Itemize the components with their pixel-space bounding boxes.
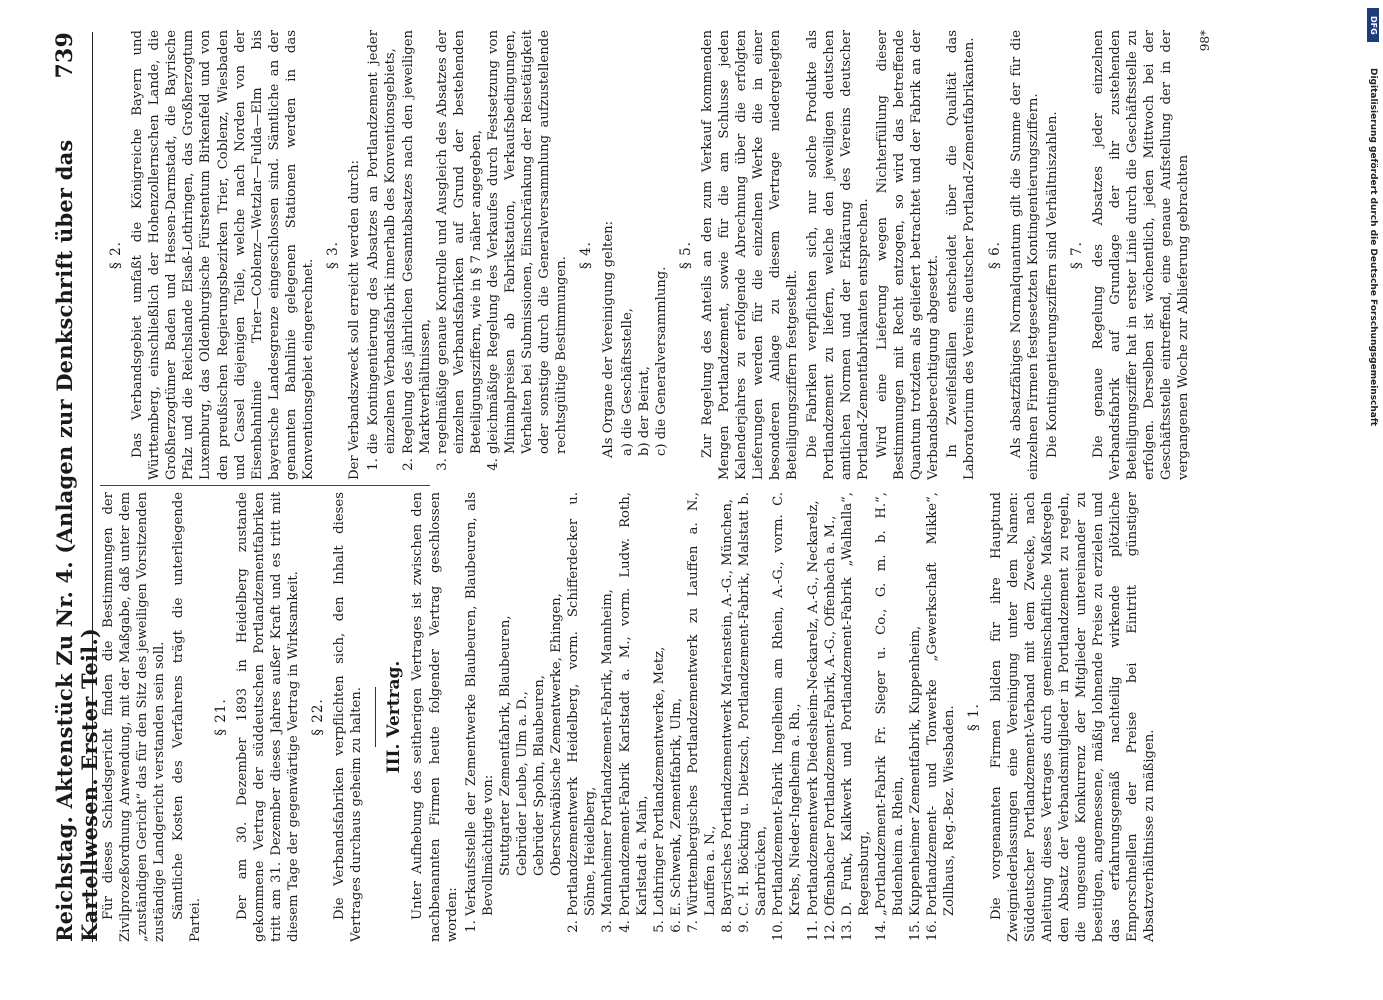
paragraph: Wird eine Lieferung wegen Nichterfüllung dieser Bestimmungen mit Recht entzogen, so wird das betreffende Quantum trotzdem als geliefert betrachtet und der Fabrik an der Verbandsberechtigung abgesetzt.: [874, 30, 942, 480]
list-item: 10. Portlandzement-Fabrik Ingelheim am Rhein, A.-G., vorm. C. Krebs, Nieder-Ingelheim a. Rh.,: [770, 492, 804, 916]
paragraph-sign: § 1.: [966, 703, 983, 731]
list-item: 4. gleichmäßige Regelung des Verkaufes durch Festsetzung von Minimalpreisen ab Fabrikstation, Verkaufsbedingungen, Verhalten bei Submissionen, Einschränkung der Reisetätigkeit oder sonstige durch die Generalversammlung aufzustellende rechtsgültige Bestimmungen.: [485, 30, 570, 454]
list-item: 1. Verkaufsstelle der Zementwerke Blaubeuren, Blaubeuren, als Bevollmächtigte von: Stuttgarter Zementfabrik, Blaubeuren, Gebrüder Leube, Ulm a. D., Gebrüder Spohn, Blaubeuren, Oberschwäbische Zementwerke, Ehingen,: [463, 492, 566, 916]
signature-mark: 98*: [1197, 30, 1212, 52]
paragraph-sign: § 21.: [212, 698, 229, 736]
paragraph-sign: § 2.: [108, 241, 124, 269]
dfg-logo: DFG: [1367, 8, 1379, 42]
paragraph: Die genaue Regelung des Absatzes jeder einzelnen Verbandsfabrik auf Grundlage der ihr zustehenden Beteiligungsziffer hat in erster Linie durch die Geschäftsstelle zu erfolgen. Derselben ist wöchentlich, jeden Mittwoch bei der Geschäftsstelle eintreffend, eine genaue Aufstellung der in der vergangenen Woche zur Ablieferung gebrachten: [1090, 30, 1192, 480]
list-item: 2. Portlandzementwerk Heidelberg, vorm. Schifferdecker u. Söhne, Heidelberg,: [565, 492, 599, 916]
list-item: 8. Bayrisches Portlandzementwerk Marienstein, A.-G., München,: [719, 492, 736, 916]
paragraph: Der Verbandszweck soll erreicht werden durch:: [347, 160, 363, 480]
list-item: 5. Lothringer Portlandzementwerke, Metz,: [651, 492, 668, 916]
paragraph: Zur Regelung des Anteils an den zum Verkauf kommenden Mengen Portlandzement, sowie für die am Schlusse jeden Kalenderjahres zu erfolgende Abrechnung über die erfolgten Lieferungen werden für die einzelnen Werke die in einer besonderen Anlage zu diesem Vertrage niedergelegten Beteiligungsziffern festgestellt.: [700, 30, 801, 480]
member-list: [463, 492, 959, 942]
list-item: 1. die Kontingentierung des Absatzes an Portlandzement jeder einzelnen Verbandsfabrik innerhalb des Konventionsgebiets,: [365, 30, 399, 454]
list-item: 4. Portlandzement-Fabrik Karlstadt a. M., vorm. Ludw. Roth, Karlstadt a. Main,: [617, 492, 651, 916]
paragraph: Die Verbandsfabriken verpflichten sich, den Inhalt dieses Vertrages durchaus geheim zu halten.: [332, 492, 365, 942]
list-item: 3. regelmäßige genaue Kontrolle und Ausgleich des Absatzes der einzelnen Verbandsfabriken auf Grund der bestehenden Beteiligungsziffern, wie in § 7 näher angegeben,: [434, 30, 485, 454]
separator-rule: [375, 687, 376, 747]
running-title: Reichstag. Aktenstück Zu Nr. 4. (Anlagen zur Denkschrift über das Kartellwesen. Erster Teil.): [52, 139, 102, 942]
paragraph: Das Verbandsgebiet umfaßt die Königreiche Bayern und Württemberg, einschließlich der Hohenzollernschen Lande, die Großherzogtümer Baden und Hessen-Darmstadt, die Bayrische Pfalz und die Reichslande Elsaß-Lothringen, das Großherzogtum Luxemburg, das Oldenburgische Fürstentum Birkenfeld und von den preußischen Regierungsbezirken Trier, Coblenz, Wiesbaden und Cassel diejenigen Teile, welche nach Norden von der Eisenbahnlinie Trier—Coblenz—Wetzlar—Fulda—Elm bis bayerische Landesgrenze eingeschlossen sind. Sämtliche an der genannten Bahnlinie gelegenen Stationen werden in das Konventionsgebiet eingerechnet.: [130, 30, 317, 480]
page-header: [52, 32, 102, 942]
column-divider: [100, 485, 430, 486]
list-item: Gebrüder Leube, Ulm a. D.,: [514, 691, 530, 876]
paragraph: Der am 30. Dezember 1893 in Heidelberg zustande gekommene Vertrag der süddeutschen Portlandzementfabriken tritt am 31. Dezember dieses Jahres außer Kraft und es tritt mit diesem Tage der gegenwärtige Vertrag in Wirksamkeit.: [234, 492, 301, 942]
aims-list: [365, 30, 570, 480]
organs-list: [619, 30, 670, 480]
list-item: 7. Württembergisches Portlandzementwerk zu Lauffen a. N., Lauffen a. N.,: [685, 492, 719, 916]
right-column: [100, 30, 1300, 480]
list-item: 12. Offenbacher Portlandzement-Fabrik, A.-G., Offenbach a. M.,: [822, 492, 839, 916]
credit-text: Digitalisierung gefördert durch die Deutsche Forschungsgemeinschaft: [1368, 68, 1378, 427]
paragraph-sign: § 22.: [310, 698, 327, 736]
digitization-credit: [1366, 8, 1380, 988]
list-item: 3. Mannheimer Portlandzement-Fabrik, Mannheim,: [599, 492, 616, 916]
list-item: 9. C. H. Böcking u. Dietzsch, Portlandzement-Fabrik, Malstatt b. Saarbrücken,: [736, 492, 770, 916]
paragraph: In Zweifelsfällen entscheidet über die Qualität das Laboratorium des Vereins deutscher Portland-Zementfabrikanten.: [945, 30, 978, 480]
paragraph: Die vorgenannten Firmen bilden für ihre Hauptund Zweigniederlassungen eine Vereinigung unter dem Namen: Süddeutscher Portlandzement-Verband mit dem Zwecke, nach Anleitung dieses Vertrages durch gemeinschaftliche Maßregeln den Absatz der Verbandsmitglieder in Portlandzement zu regeln, die ungesunde Konkurrenz der Mitglieder untereinander zu beseitigen, angemessene, mäßig lohnende Preise zu erzielen und das erfahrungsgemäß nachteilig wirkende plötzliche Emporschnellen der Preise bei Eintritt günstiger Absatzverhältnisse zu mäßigen.: [988, 492, 1158, 942]
sub-member-list: [497, 492, 565, 916]
section-title: III. Vertrag.: [384, 660, 405, 774]
page-number: 739: [52, 32, 78, 79]
paragraph-sign: § 7.: [1068, 241, 1085, 269]
list-item: Stuttgarter Zementfabrik, Blaubeuren,: [497, 615, 513, 876]
list-item: 6. E. Schwenk, Zementfabrik, Ulm,: [668, 492, 685, 916]
left-column: [100, 492, 1300, 942]
list-item: Gebrüder Spohn, Blaubeuren,: [532, 675, 548, 876]
paragraph-sign: § 6.: [986, 241, 1003, 269]
paragraph: Für dieses Schiedsgericht finden die Bestimmungen der Zivilprozeßordnung Anwendung, mit der Maßgabe, daß unter dem „zuständigen Gericht“ das für den Sitz des jeweiligen Vorsitzenden zuständige Landgericht verstanden sein soll.: [101, 492, 168, 942]
list-item: b) der Beirat,: [636, 366, 652, 456]
list-item: c) die Generalversammlung.: [653, 266, 669, 456]
paragraph-sign: § 5.: [677, 241, 694, 269]
list-item: a) die Geschäftsstelle,: [619, 308, 635, 456]
paragraph: Sämtliche Kosten des Verfahrens trägt die unterliegende Partei.: [171, 492, 204, 942]
list-item: 14. „Portlandzement-Fabrik Fr. Sieger u. Co., G. m. b. H.“, Budenheim a. Rhein,: [873, 492, 907, 916]
list-item: 11. Portlandzementwerk Diedesheim-Neckarelz, A.-G., Neckarelz,: [805, 492, 822, 916]
paragraph: Als absatzfähiges Normalquantum gilt die Summe der für die einzelnen Firmen festgesetzten Kontingentierungsziffern.: [1008, 30, 1041, 480]
list-item: 13. D. Funk, Kalkwerk und Portlandzement-Fabrik „Walhalla“, Regensburg,: [839, 492, 873, 916]
paragraph: Die Fabriken verpflichten sich, nur solche Produkte als Portlandzement zu liefern, welche den jeweiligen deutschen amtlichen Normen und der Erklärung des Vereins deutscher Portland-Zementfabrikanten entsprechen.: [804, 30, 871, 480]
paragraph: Unter Aufhebung des seitherigen Vertrages ist zwischen den nachbenannten Firmen heute folgender Vertrag geschlossen worden:: [410, 492, 460, 942]
paragraph: Die Kontingentierungsziffern sind Verhältniszahlen.: [1044, 111, 1060, 458]
list-item: 2. Regelung des jährlichen Gesamtabsatzes nach den jeweiligen Marktverhältnissen,: [400, 30, 434, 454]
paragraph-sign: § 4.: [578, 241, 595, 269]
list-item: 16. Portlandzement- und Tonwerke „Gewerkschaft Mikke“, Zollhaus, Reg.-Bez. Wiesbaden.: [924, 492, 958, 916]
list-item: Oberschwäbische Zementwerke, Ehingen,: [549, 593, 565, 876]
list-item: 15. Kuppenheimer Zementfabrik, Kuppenheim,: [907, 492, 924, 916]
paragraph: Als Organe der Vereinigung gelten:: [600, 220, 616, 458]
paragraph-sign: § 3.: [325, 241, 342, 269]
